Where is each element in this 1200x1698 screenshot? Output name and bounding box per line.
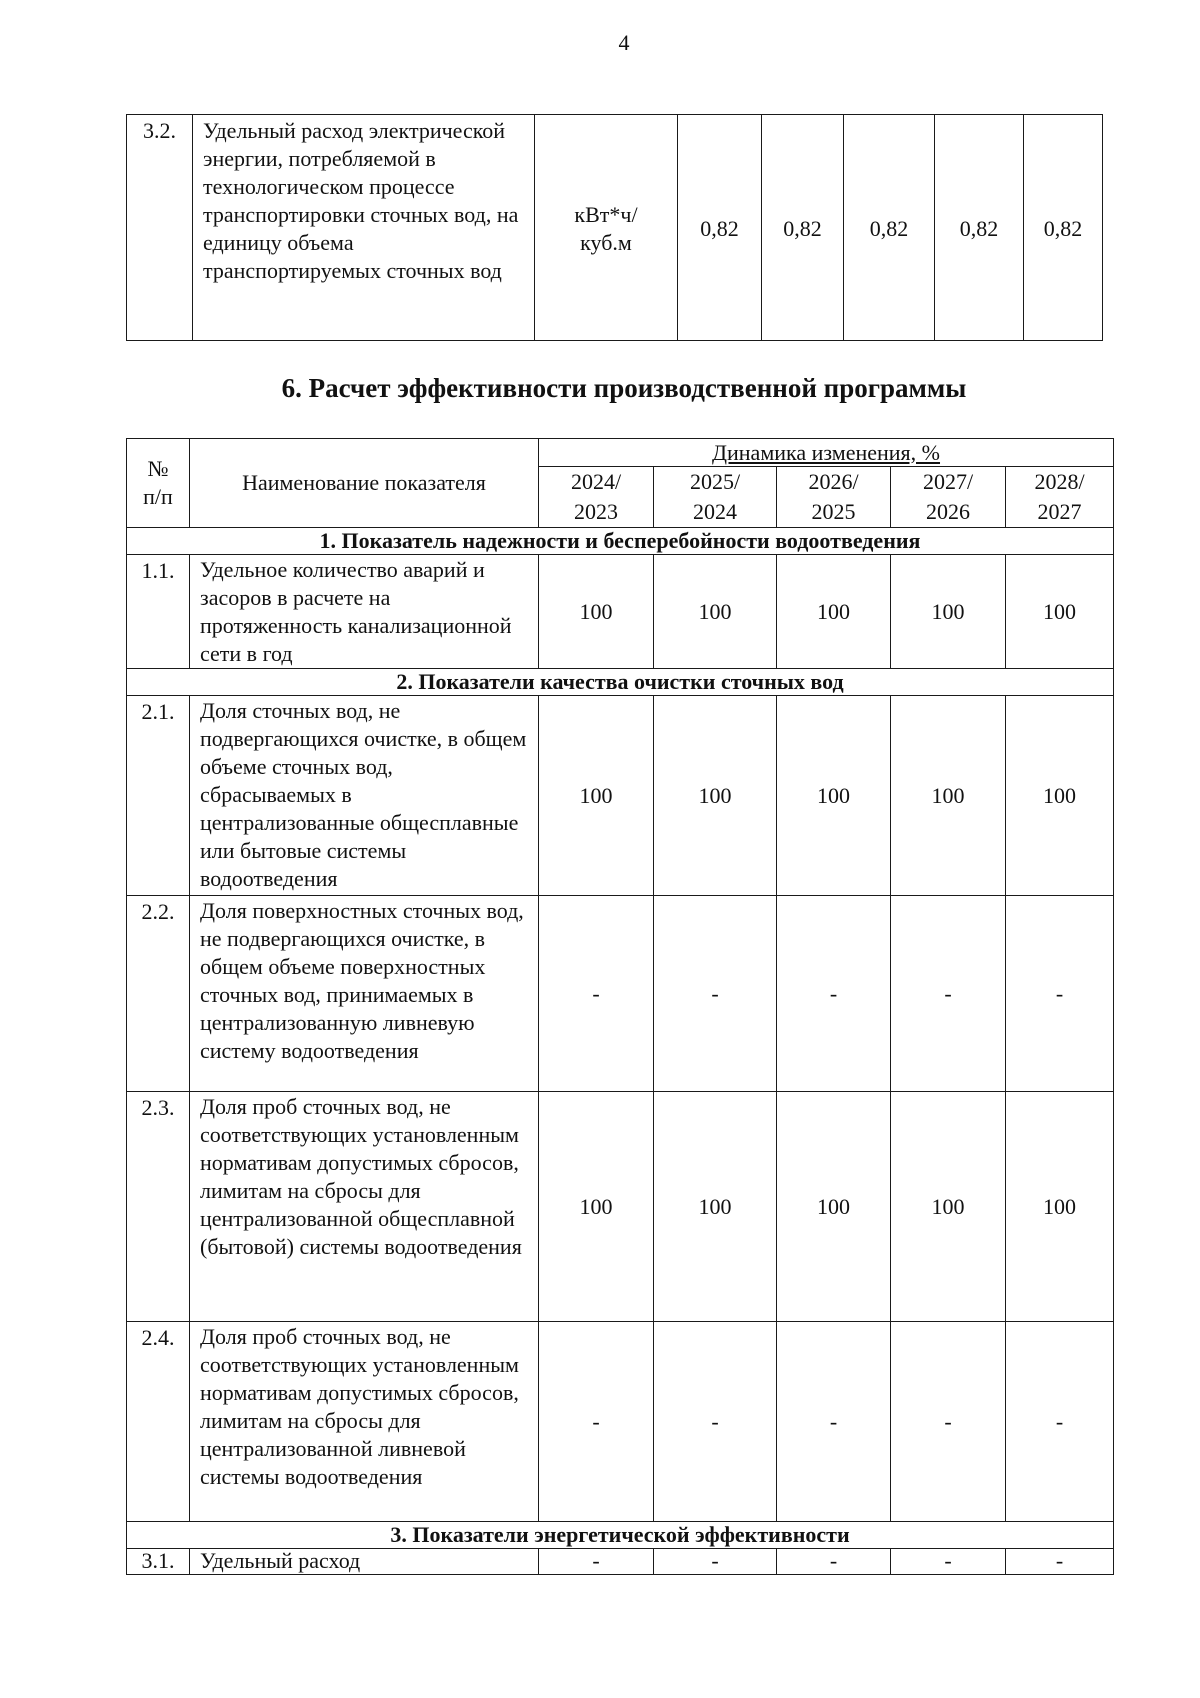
- value-cell: 100: [891, 696, 1006, 896]
- value-cell: 100: [654, 696, 777, 896]
- period-line: 2023: [574, 499, 618, 524]
- table-row: [127, 555, 1114, 669]
- value-cell: 0,82: [844, 115, 935, 341]
- table-row: [127, 896, 1114, 1092]
- indicator-name: Удельное количество аварий и засоров в расчете на протяженность канализационной сети в год: [190, 555, 539, 669]
- value-cell: 100: [777, 1092, 891, 1322]
- value-cell: -: [1006, 1322, 1114, 1522]
- section-row: [127, 1522, 1114, 1549]
- value-cell: 100: [654, 555, 777, 669]
- value-cell: 100: [1006, 555, 1114, 669]
- value-cell: 100: [891, 555, 1006, 669]
- indicator-name: Доля проб сточных вод, не соответствующих установленным нормативам допустимых сбросов, лимитам на сбросы для централизованной ливневой системы водоотведения: [190, 1322, 539, 1522]
- period-line: 2027: [1037, 499, 1082, 524]
- header-name: Наименование показателя: [190, 439, 539, 528]
- row-number: 2.2.: [127, 896, 190, 1092]
- header-period: [654, 467, 777, 528]
- value-cell: -: [891, 1549, 1006, 1575]
- section-heading: 2. Показатели качества очистки сточных вод: [127, 669, 1114, 696]
- value-cell: -: [654, 896, 777, 1092]
- page-number: 4: [618, 30, 630, 55]
- header-row: [127, 439, 1114, 467]
- period-line: 2025: [811, 499, 856, 524]
- header-num: [127, 439, 190, 528]
- value-cell: 0,82: [762, 115, 844, 341]
- section-heading: 1. Показатель надежности и бесперебойности водоотведения: [127, 528, 1114, 555]
- indicator-name: Доля проб сточных вод, не соответствующих установленным нормативам допустимых сбросов, лимитам на сбросы для централизованной общесплавной (бытовой) системы водоотведения: [190, 1092, 539, 1322]
- header-period: [1006, 467, 1114, 528]
- unit-line: куб.м: [580, 229, 632, 255]
- value-cell: 100: [1006, 1092, 1114, 1322]
- indicator-name: Удельный расход электрической энергии, потребляемой в технологическом процессе транспортировки сточных вод, на единицу объема транспортируемых сточных вод: [193, 115, 535, 341]
- value-cell: -: [654, 1549, 777, 1575]
- indicator-name: Удельный расход: [190, 1549, 539, 1575]
- value-cell: -: [539, 896, 654, 1092]
- value-cell: 100: [539, 1092, 654, 1322]
- row-number: 3.2.: [127, 115, 193, 341]
- section-title: 6. Расчет эффективности производственной программы: [281, 373, 967, 403]
- value-cell: -: [777, 1549, 891, 1575]
- section-row: [127, 669, 1114, 696]
- row-number: 2.4.: [127, 1322, 190, 1522]
- row-number: 1.1.: [127, 555, 190, 669]
- indicator-name: Доля сточных вод, не подвергающихся очистке, в общем объеме сточных вод, сбрасываемых в централизованные общесплавные или бытовые системы водоотведения: [190, 696, 539, 896]
- value-cell: 100: [539, 696, 654, 896]
- period-line: 2024: [693, 499, 737, 524]
- value-cell: -: [654, 1322, 777, 1522]
- table-row: [127, 696, 1114, 896]
- header-dynamics: Динамика изменения, %: [539, 439, 1114, 467]
- value-cell: -: [539, 1549, 654, 1575]
- value-cell: -: [891, 896, 1006, 1092]
- period-line: 2025/: [689, 469, 741, 494]
- value-cell: 100: [777, 696, 891, 896]
- value-cell: -: [539, 1322, 654, 1522]
- efficiency-table: [126, 438, 1114, 1575]
- value-cell: 100: [1006, 696, 1114, 896]
- period-line: 2026: [926, 499, 970, 524]
- header-period: [891, 467, 1006, 528]
- unit-line: кВт*ч/: [574, 201, 638, 227]
- period-line: 2026/: [808, 469, 859, 494]
- value-cell: -: [777, 896, 891, 1092]
- value-cell: 100: [891, 1092, 1006, 1322]
- section-heading: 3. Показатели энергетической эффективности: [127, 1522, 1114, 1549]
- value-cell: 0,82: [678, 115, 762, 341]
- value-cell: 0,82: [935, 115, 1024, 341]
- value-cell: -: [1006, 1549, 1114, 1575]
- value-cell: 100: [539, 555, 654, 669]
- continuation-table: [126, 114, 1103, 341]
- header-num-line: №: [147, 456, 169, 481]
- section-row: [127, 528, 1114, 555]
- header-period: [777, 467, 891, 528]
- row-number: 2.3.: [127, 1092, 190, 1322]
- table-row: [127, 1549, 1114, 1575]
- table-row: [127, 115, 1103, 341]
- period-line: 2024/: [570, 469, 622, 494]
- table-row: [127, 1322, 1114, 1522]
- header-num-line: п/п: [143, 484, 173, 509]
- value-cell: -: [1006, 896, 1114, 1092]
- row-number: 2.1.: [127, 696, 190, 896]
- unit-cell: [535, 115, 678, 341]
- indicator-name: Доля поверхностных сточных вод, не подвергающихся очистке, в общем объеме поверхностных сточных вод, принимаемых в централизованную ливневую систему водоотведения: [190, 896, 539, 1092]
- value-cell: -: [891, 1322, 1006, 1522]
- value-cell: 0,82: [1024, 115, 1103, 341]
- value-cell: 100: [654, 1092, 777, 1322]
- value-cell: -: [777, 1322, 891, 1522]
- header-period: [539, 467, 654, 528]
- period-line: 2027/: [922, 469, 974, 494]
- value-cell: 100: [777, 555, 891, 669]
- table-row: [127, 1092, 1114, 1322]
- row-number: 3.1.: [127, 1549, 190, 1575]
- period-line: 2028/: [1034, 469, 1085, 494]
